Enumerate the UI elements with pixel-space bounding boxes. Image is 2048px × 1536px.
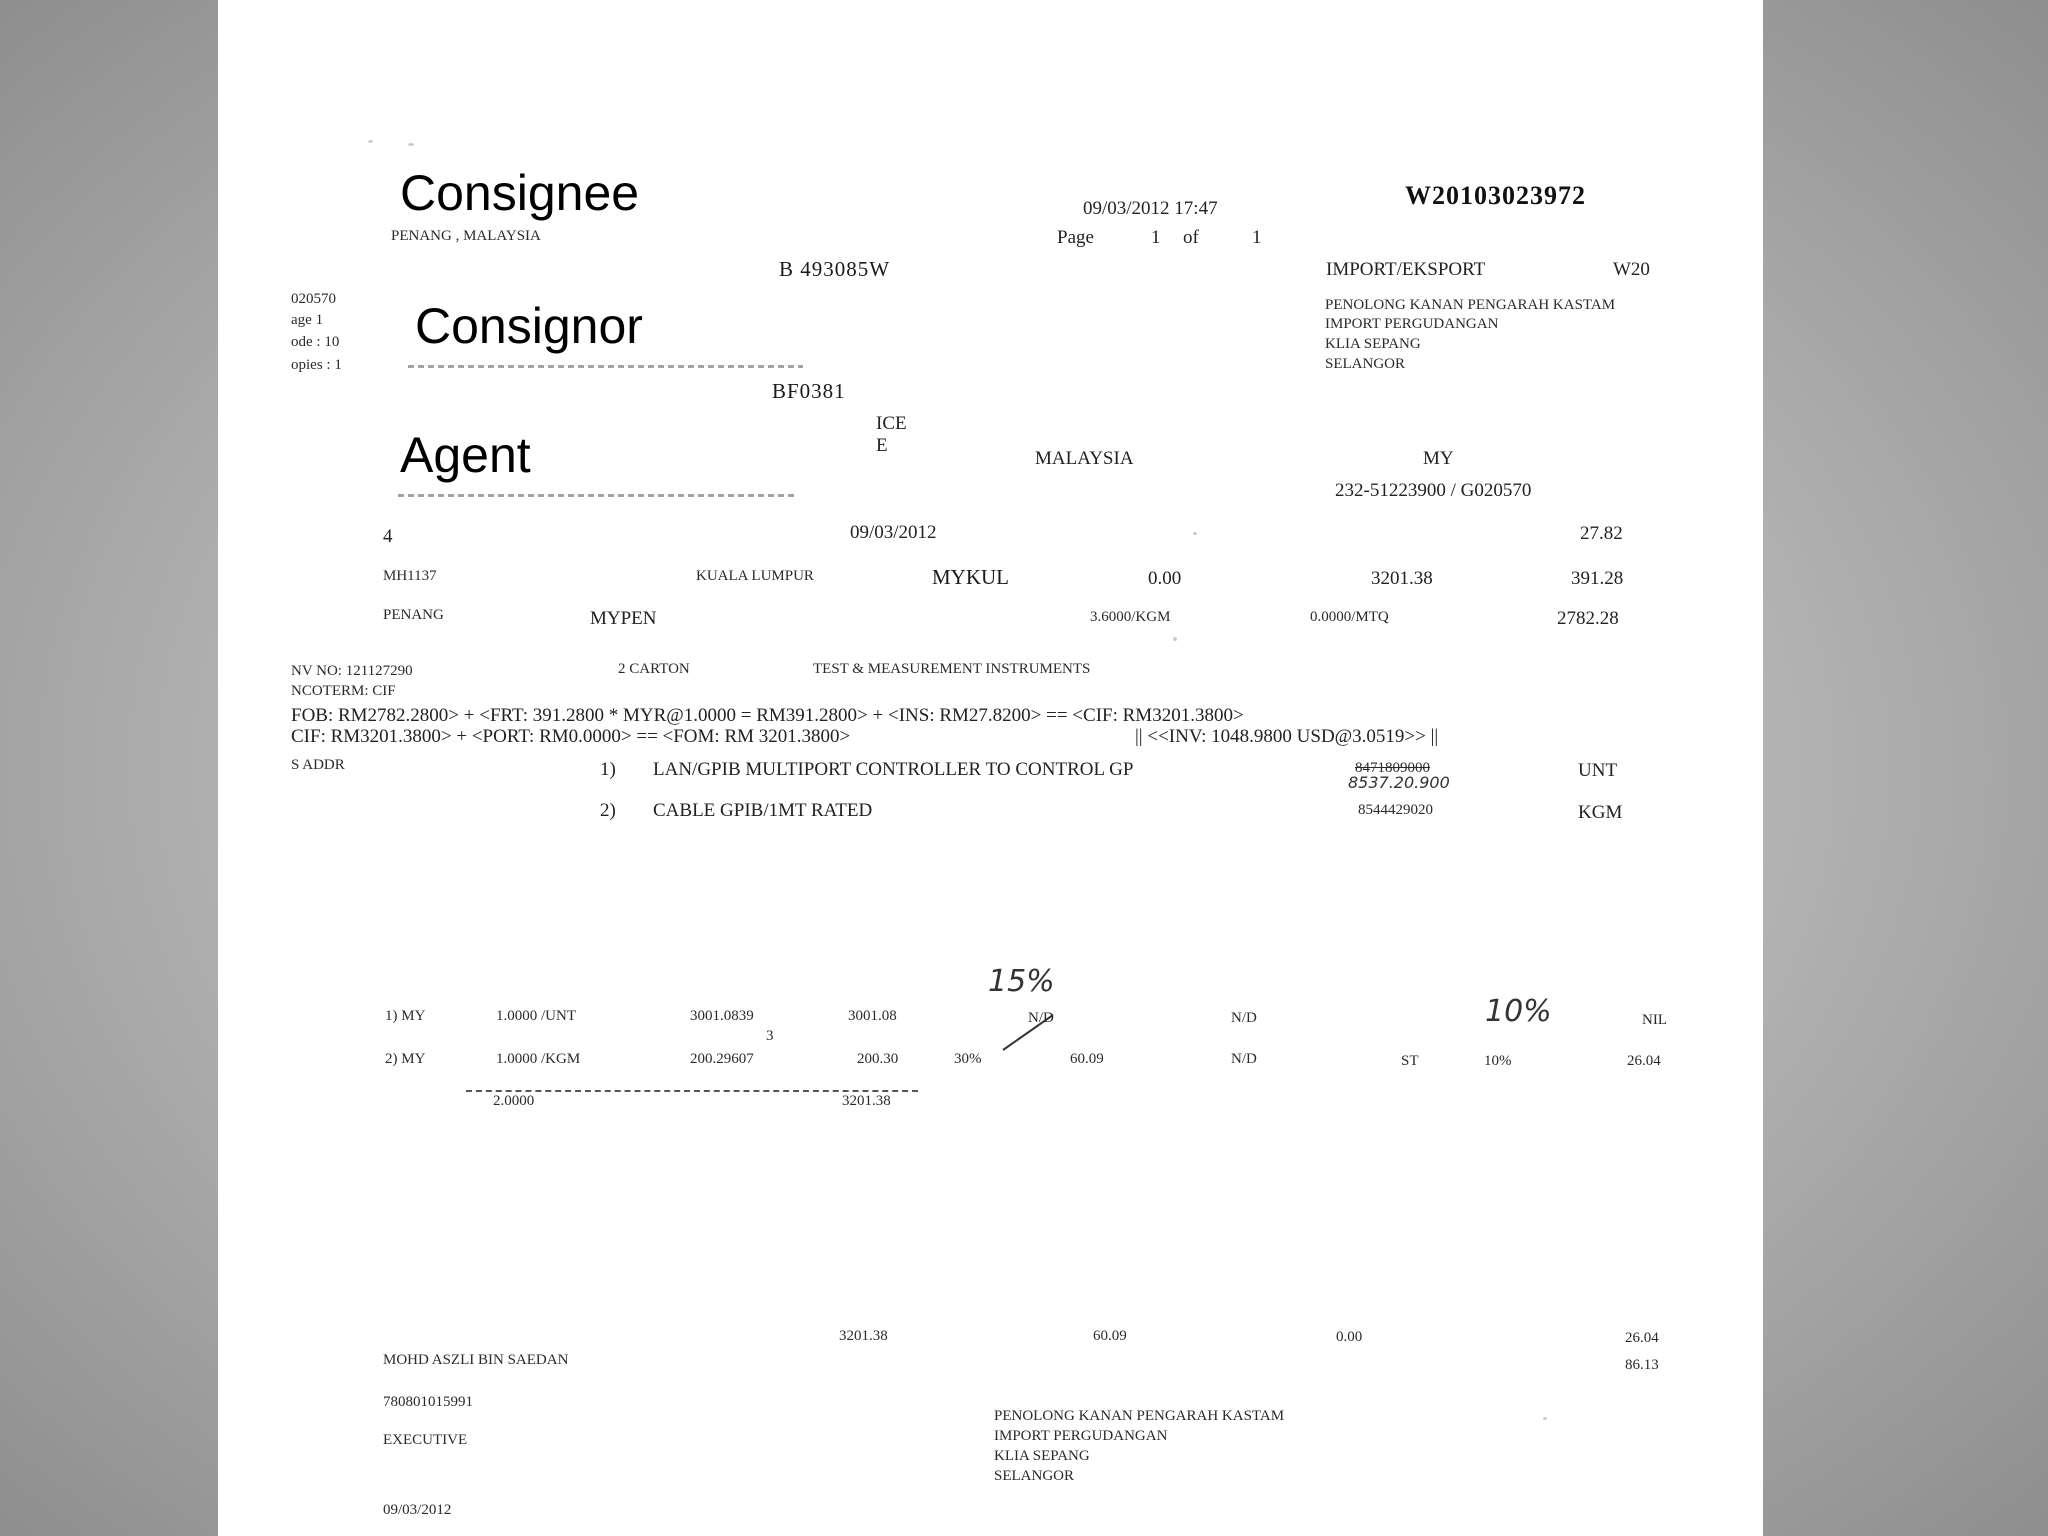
partial-text-ice: ICE	[876, 413, 907, 434]
agent-reference: 232-51223900 / G020570	[1335, 480, 1532, 501]
document-number: W20103023972	[1405, 181, 1586, 210]
country-code: MY	[1423, 448, 1454, 469]
redaction-line-2	[398, 494, 798, 497]
item-tariff-code: 8471809000	[1355, 760, 1430, 776]
item-unit: UNT	[1578, 760, 1618, 781]
customs-office-line-2: IMPORT PERGUDANGAN	[1325, 316, 1499, 332]
total-duty: 60.09	[1093, 1328, 1127, 1344]
transport-val-a: 0.00	[1148, 568, 1182, 589]
duty-last: 26.04	[1627, 1053, 1661, 1069]
total-tax: 26.04	[1625, 1330, 1659, 1346]
partial-text-e: E	[876, 435, 888, 456]
customs-office-line-3: KLIA SEPANG	[1325, 336, 1421, 352]
loading-city-code: MYKUL	[932, 565, 1009, 589]
consignee-address: PENANG , MALAYSIA	[391, 228, 541, 244]
scan-speck	[368, 140, 373, 143]
agent-label: Agent	[400, 427, 531, 483]
item-number: 2)	[600, 800, 616, 821]
consignor-label: Consignor	[415, 298, 643, 354]
signatory-name: MOHD ASZLI BIN SAEDAN	[383, 1352, 569, 1368]
total-value: 3201.38	[839, 1328, 888, 1344]
signatory-date: 09/03/2012	[383, 1502, 452, 1518]
station-code: W20	[1613, 259, 1650, 280]
signatory-ic: 780801015991	[383, 1394, 473, 1410]
arrival-date: 09/03/2012	[850, 522, 937, 543]
scan-speck	[1173, 637, 1177, 641]
goods-description: TEST & MEASUREMENT INSTRUMENTS	[813, 661, 1091, 677]
invoice-number: NV NO: 121127290	[291, 663, 413, 679]
sales-tax-rate: 10%	[1484, 1053, 1512, 1069]
page-label: Page	[1057, 227, 1094, 248]
page-number: 1	[1151, 227, 1161, 248]
item-number: 1)	[600, 759, 616, 780]
grand-total: 86.13	[1625, 1357, 1659, 1373]
duty-nd: N/D	[1231, 1010, 1257, 1026]
print-datetime: 09/03/2012 17:47	[1083, 198, 1218, 219]
footer-office-line-1: PENOLONG KANAN PENGARAH KASTAM	[994, 1408, 1285, 1424]
item-tariff-correction: 8537.20.900	[1348, 773, 1450, 792]
duty-origin: 1) MY	[385, 1008, 426, 1024]
subtotal-value: 3201.38	[842, 1093, 891, 1109]
discharge-port: PENANG	[383, 607, 444, 623]
customs-office-line-4: SELANGOR	[1325, 356, 1406, 372]
flight-number: MH1137	[383, 568, 437, 584]
duty-quantity: 1.0000 /UNT	[496, 1008, 576, 1024]
handwritten-note-duty: 15%	[988, 964, 1055, 999]
redaction-line	[408, 365, 803, 368]
duty-value: 3001.0839	[690, 1008, 754, 1024]
duty-nd: N/D	[1231, 1051, 1257, 1067]
page-of: of	[1183, 227, 1199, 248]
total-zero: 0.00	[1336, 1329, 1363, 1345]
transport-count: 4	[383, 526, 393, 547]
duty-rate: 30%	[954, 1051, 982, 1067]
country-name: MALAYSIA	[1035, 448, 1134, 469]
subtotal-rule	[466, 1090, 918, 1092]
discharge-port-code: MYPEN	[590, 608, 657, 629]
insurance-value: 27.82	[1580, 523, 1623, 544]
duty-value-tail: 3	[766, 1028, 774, 1044]
freight-value: 391.28	[1571, 568, 1624, 589]
customs-office-line-1: PENOLONG KANAN PENGARAH KASTAM	[1325, 297, 1616, 313]
footer-office-line-3: KLIA SEPANG	[994, 1448, 1090, 1464]
scan-speck	[408, 143, 414, 146]
duty-value-rounded: 3001.08	[848, 1008, 897, 1024]
consignee-label: Consignee	[400, 165, 640, 221]
rate-per-kgm: 3.6000/KGM	[1090, 609, 1171, 625]
item-unit: KGM	[1578, 802, 1623, 823]
fob-calculation: FOB: RM2782.2800> + <FRT: 391.2800 * MYR@1.0000 = RM391.2800> + <INS: RM27.8200> == <CIF: RM3201.3800>	[291, 705, 1244, 726]
handwritten-note-tax: 10%	[1485, 994, 1552, 1029]
duty-origin: 2) MY	[385, 1051, 426, 1067]
item-description: LAN/GPIB MULTIPORT CONTROLLER TO CONTROL GP	[653, 759, 1134, 780]
invoice-currency: || <<INV: 1048.9800 USD@3.0519>> ||	[1135, 726, 1439, 747]
item-description: CABLE GPIB/1MT RATED	[653, 800, 873, 821]
duty-amount: 60.09	[1070, 1051, 1104, 1067]
scan-speck	[1193, 532, 1197, 535]
left-code-1: 020570	[291, 291, 336, 307]
duty-quantity: 1.0000 /KGM	[496, 1051, 581, 1067]
signatory-title: EXECUTIVE	[383, 1432, 468, 1448]
address-label: S ADDR	[291, 757, 345, 773]
fob-value: 2782.28	[1557, 608, 1619, 629]
incoterm: NCOTERM: CIF	[291, 683, 396, 699]
item-tariff-code: 8544429020	[1358, 802, 1433, 818]
duty-value: 200.29607	[690, 1051, 754, 1067]
agent-code: BF0381	[772, 379, 846, 403]
footer-office-line-4: SELANGOR	[994, 1468, 1075, 1484]
registration-number: B 493085W	[779, 257, 891, 281]
scan-speck	[1543, 1417, 1547, 1420]
rate-per-mtq: 0.0000/MTQ	[1310, 609, 1389, 625]
cif-calculation: CIF: RM3201.3800> + <PORT: RM0.0000> == <FOM: RM 3201.3800>	[291, 726, 851, 747]
document-page	[218, 0, 1763, 1536]
duty-last: NIL	[1642, 1012, 1667, 1028]
left-code-3: ode : 10	[291, 334, 340, 350]
left-code-4: opies : 1	[291, 357, 342, 373]
sales-tax-label: ST	[1401, 1053, 1419, 1069]
transport-val-b: 3201.38	[1371, 568, 1433, 589]
duty-amount: N/D	[1028, 1010, 1054, 1026]
page-total: 1	[1252, 227, 1262, 248]
subtotal-quantity: 2.0000	[493, 1093, 535, 1109]
loading-city: KUALA LUMPUR	[696, 568, 814, 584]
footer-office-line-2: IMPORT PERGUDANGAN	[994, 1428, 1168, 1444]
import-export-label: IMPORT/EKSPORT	[1326, 259, 1486, 280]
package-count: 2 CARTON	[618, 661, 690, 677]
left-code-2: age 1	[291, 312, 324, 328]
duty-value-rounded: 200.30	[857, 1051, 899, 1067]
